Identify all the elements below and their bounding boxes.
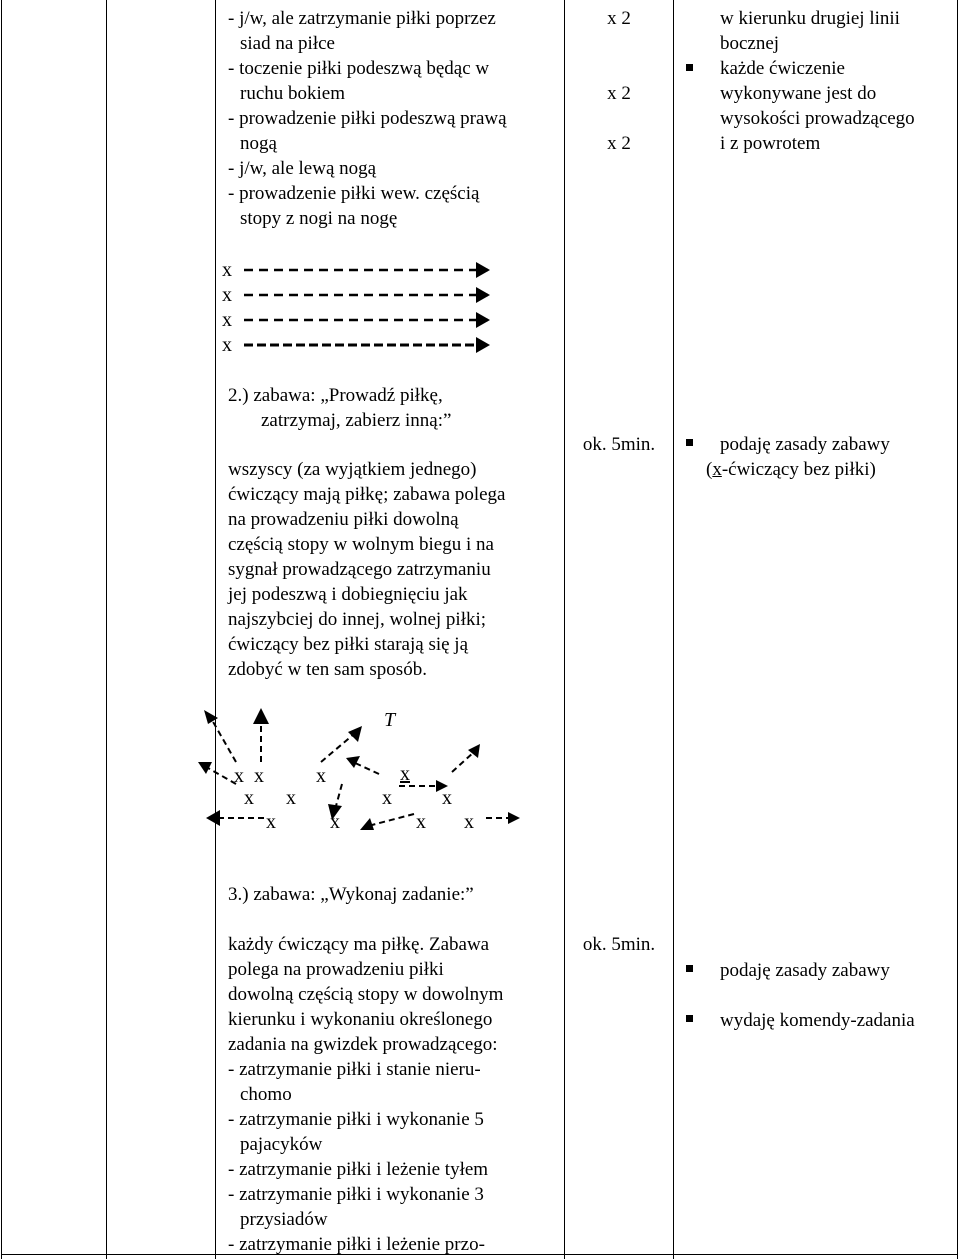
run-arrow (208, 768, 236, 784)
arrow-head-icon (476, 287, 490, 303)
exercise-line: siad na piłce (240, 33, 335, 54)
arrow-head-icon (476, 337, 490, 353)
reps-value: x 2 (607, 8, 631, 29)
remark-line: bocznej (720, 33, 780, 54)
arrow-head-icon (508, 812, 520, 824)
remark-line: wysokości prowadzącego (720, 108, 915, 129)
player-mark: x (222, 259, 232, 281)
player-mark: x (244, 787, 254, 809)
arrow-head-icon (253, 708, 269, 724)
player-mark: x (254, 765, 264, 787)
section1-drill-diagram (218, 258, 508, 358)
description-line: ćwiczący mają piłkę; zabawa polega (228, 484, 506, 505)
section2-remarks (720, 432, 955, 457)
task-item: - zatrzymanie piłki i stanie nieru- (228, 1059, 481, 1080)
description-line: zadania na gwizdek prowadzącego: (228, 1034, 498, 1055)
player-mark: x (222, 309, 232, 331)
exercise-line: nogą (240, 133, 277, 154)
bullet-square-icon (686, 64, 693, 71)
section1-exercise-list (228, 6, 558, 231)
reps-spacer (566, 31, 672, 56)
remark-line: i z powrotem (720, 133, 821, 154)
section3-time: ok. 5min. (582, 934, 656, 955)
task-item: chomo (240, 1084, 292, 1105)
player-mark: x (234, 765, 244, 787)
run-arrow (336, 784, 342, 806)
player-mark: x (316, 765, 326, 787)
description-line: częścią stopy w wolnym biegu i na (228, 534, 494, 555)
arrow-head-icon (206, 810, 220, 826)
bullet-square-icon (686, 965, 693, 972)
reps-value: x 2 (607, 133, 631, 154)
run-arrow (452, 752, 474, 772)
reps-value: x 2 (607, 83, 631, 104)
exercise-line: - j/w, ale zatrzymanie piłki poprzez (228, 8, 496, 29)
description-line: dowolną częścią stopy w dowolnym (228, 984, 504, 1005)
section2-time: ok. 5min. (582, 434, 656, 455)
player-mark: x (464, 811, 474, 833)
table-border-right (957, 0, 958, 1259)
column-divider (564, 0, 565, 1259)
section2-remark-legend (706, 457, 956, 482)
player-mark: x (330, 811, 340, 833)
task-item: - zatrzymanie piłki i wykonanie 3 (228, 1184, 484, 1205)
game-number: 2.) zabawa: (228, 385, 316, 406)
column-divider (673, 0, 674, 1259)
task-item: przysiadów (240, 1209, 328, 1230)
player-mark: x (266, 811, 276, 833)
description-line: kierunku i wykonaniu określonego (228, 1009, 493, 1030)
section3-description (228, 932, 558, 1257)
remark-line: każde ćwiczenie (720, 58, 845, 79)
section2-game-diagram (196, 700, 526, 850)
exercise-line: stopy z nogi na nogę (240, 208, 398, 229)
task-item: pajacyków (240, 1134, 323, 1155)
section2-heading (228, 383, 558, 433)
exercise-line: - prowadzenie piłki wew. częścią (228, 183, 480, 204)
legend-line (706, 457, 956, 482)
section3-remark: wydaję komendy-zadania (720, 1010, 915, 1031)
player-mark-without-ball: x (400, 763, 410, 785)
game-title-cont: zatrzymaj, zabierz inną:” (261, 410, 452, 431)
description-line: zdobyć w ten sam sposób. (228, 659, 427, 680)
exercise-line: - toczenie piłki podeszwą będąc w (228, 58, 490, 79)
description-line: najszybciej do innej, wolnej piłki; (228, 609, 487, 630)
section3-remark: podaję zasady zabawy (720, 960, 890, 981)
column-divider (215, 0, 216, 1259)
remark-line: wykonywane jest do (720, 83, 877, 104)
exercise-line: - prowadzenie piłki podeszwą prawą (228, 108, 507, 129)
section1-reps (566, 6, 672, 156)
table-border-left (1, 0, 2, 1259)
task-item: - zatrzymanie piłki i wykonanie 5 (228, 1109, 484, 1130)
bullet-square-icon (686, 439, 693, 446)
description-line: jej podeszwą i dobiegnięciu jak (228, 584, 468, 605)
exercise-line: ruchu bokiem (240, 83, 346, 104)
game-name: „Prowadź piłkę, (320, 385, 443, 406)
section3-heading: 3.) zabawa: „Wykonaj zadanie:” (228, 884, 474, 905)
arrow-head-icon (360, 818, 374, 830)
player-mark: x (416, 811, 426, 833)
run-arrow (353, 762, 379, 774)
player-mark: x (222, 284, 232, 306)
arrow-head-icon (348, 726, 362, 742)
task-item: - zatrzymanie piłki i leżenie przo- (228, 1234, 485, 1255)
legend-text: -ćwiczący bez piłki) (721, 459, 876, 480)
description-line: wszyscy (za wyjątkiem jednego) (228, 459, 477, 480)
teacher-mark: T (384, 709, 396, 731)
player-mark: x (382, 787, 392, 809)
player-mark: x (442, 787, 452, 809)
remark-line: w kierunku drugiej linii (720, 8, 900, 29)
description-line: na prowadzeniu piłki dowolną (228, 509, 459, 530)
description-line: sygnał prowadzącego zatrzymaniu (228, 559, 491, 580)
section2-description (228, 457, 558, 682)
description-line: polega na prowadzeniu piłki (228, 959, 444, 980)
arrow-head-icon (346, 756, 360, 768)
remark-line: podaję zasady zabawy (720, 434, 890, 455)
description-line: ćwiczący bez piłki starają się ją (228, 634, 469, 655)
exercise-line: - j/w, ale lewą nogą (228, 158, 377, 179)
legend-open: ( (706, 459, 713, 480)
bullet-square-icon (686, 1015, 693, 1022)
arrow-head-icon (476, 262, 490, 278)
run-arrow (368, 814, 414, 826)
description-line: każdy ćwiczący ma piłkę. Zabawa (228, 934, 490, 955)
player-mark: x (286, 787, 296, 809)
task-item: - zatrzymanie piłki i leżenie tyłem (228, 1159, 489, 1180)
run-arrow (212, 720, 236, 762)
game-title (228, 383, 558, 408)
player-mark: x (222, 334, 232, 356)
legend-x-mark: x (712, 459, 722, 480)
arrow-head-icon (204, 710, 218, 724)
arrow-head-icon (476, 312, 490, 328)
section1-remarks (720, 6, 955, 156)
column-divider (106, 0, 107, 1259)
